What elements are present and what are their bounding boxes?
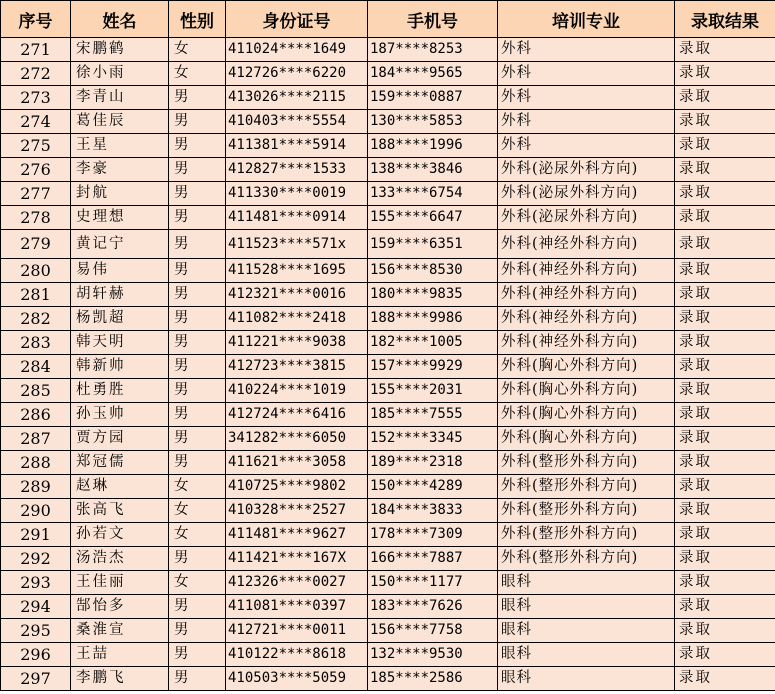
cell-phone: 182****1005: [368, 331, 498, 355]
cell-major: 外科(神经外科方向): [498, 307, 675, 331]
cell-no: 286: [1, 403, 71, 427]
cell-major: 眼科: [498, 595, 675, 619]
table-row: [1, 547, 775, 571]
cell-phone: 188****1996: [368, 134, 498, 158]
cell-result: 录取: [675, 62, 775, 86]
table-row: [1, 110, 775, 134]
header-result: 录取结果: [675, 1, 775, 38]
cell-no: 276: [1, 158, 71, 182]
cell-result: 录取: [675, 523, 775, 547]
cell-result: 录取: [675, 499, 775, 523]
cell-result: 录取: [675, 355, 775, 379]
cell-result: 录取: [675, 571, 775, 595]
table-row: [1, 182, 775, 206]
cell-phone: 184****3833: [368, 499, 498, 523]
cell-no: 297: [1, 667, 71, 691]
table-row: [1, 667, 775, 691]
cell-id-number: 411528****1695: [226, 259, 368, 283]
cell-phone: 155****6647: [368, 206, 498, 230]
table-row: [1, 499, 775, 523]
cell-major: 外科(胸心外科方向): [498, 355, 675, 379]
cell-id-number: 413026****2115: [226, 86, 368, 110]
cell-name: 贾方园: [71, 427, 169, 451]
cell-phone: 185****2586: [368, 667, 498, 691]
cell-no: 289: [1, 475, 71, 499]
cell-id-number: 411523****571x: [226, 230, 368, 259]
cell-sex: 男: [169, 595, 226, 619]
cell-major: 外科(神经外科方向): [498, 283, 675, 307]
cell-major: 外科(胸心外科方向): [498, 427, 675, 451]
cell-name: 杨凯超: [71, 307, 169, 331]
cell-major: 外科(泌尿外科方向): [498, 206, 675, 230]
table-row: [1, 259, 775, 283]
table-row: [1, 379, 775, 403]
cell-major: 外科(神经外科方向): [498, 259, 675, 283]
cell-phone: 133****6754: [368, 182, 498, 206]
cell-sex: 女: [169, 571, 226, 595]
cell-sex: 女: [169, 523, 226, 547]
header-name: 姓名: [71, 1, 169, 38]
table-row: [1, 331, 775, 355]
cell-sex: 女: [169, 499, 226, 523]
cell-name: 李鹏飞: [71, 667, 169, 691]
cell-result: 录取: [675, 403, 775, 427]
cell-sex: 女: [169, 62, 226, 86]
cell-name: 李青山: [71, 86, 169, 110]
cell-major: 外科(神经外科方向): [498, 230, 675, 259]
cell-major: 外科(泌尿外科方向): [498, 158, 675, 182]
cell-sex: 男: [169, 403, 226, 427]
table-row: [1, 427, 775, 451]
cell-major: 眼科: [498, 619, 675, 643]
cell-result: 录取: [675, 427, 775, 451]
cell-sex: 男: [169, 283, 226, 307]
cell-phone: 150****1177: [368, 571, 498, 595]
cell-id-number: 411024****1649: [226, 38, 368, 62]
cell-phone: 156****8530: [368, 259, 498, 283]
cell-major: 外科(整形外科方向): [498, 475, 675, 499]
cell-id-number: 411082****2418: [226, 307, 368, 331]
cell-sex: 男: [169, 86, 226, 110]
cell-no: 288: [1, 451, 71, 475]
table-body: [1, 38, 775, 691]
cell-no: 284: [1, 355, 71, 379]
table-row: [1, 283, 775, 307]
cell-no: 293: [1, 571, 71, 595]
cell-major: 外科: [498, 86, 675, 110]
table-row: [1, 451, 775, 475]
cell-name: 桑淮宣: [71, 619, 169, 643]
table-row: [1, 230, 775, 259]
cell-name: 郑冠儒: [71, 451, 169, 475]
cell-no: 272: [1, 62, 71, 86]
cell-phone: 152****3345: [368, 427, 498, 451]
table-row: [1, 475, 775, 499]
cell-phone: 138****3846: [368, 158, 498, 182]
table-row: [1, 523, 775, 547]
cell-name: 张高飞: [71, 499, 169, 523]
cell-result: 录取: [675, 182, 775, 206]
cell-id-number: 411081****0397: [226, 595, 368, 619]
cell-sex: 男: [169, 451, 226, 475]
cell-no: 281: [1, 283, 71, 307]
cell-sex: 男: [169, 182, 226, 206]
cell-phone: 188****9986: [368, 307, 498, 331]
cell-id-number: 411330****0019: [226, 182, 368, 206]
cell-id-number: 410224****1019: [226, 379, 368, 403]
cell-no: 295: [1, 619, 71, 643]
cell-no: 292: [1, 547, 71, 571]
cell-no: 271: [1, 38, 71, 62]
cell-phone: 184****9565: [368, 62, 498, 86]
cell-sex: 男: [169, 547, 226, 571]
cell-major: 外科(整形外科方向): [498, 547, 675, 571]
cell-phone: 185****7555: [368, 403, 498, 427]
cell-name: 王星: [71, 134, 169, 158]
cell-major: 外科(神经外科方向): [498, 331, 675, 355]
cell-result: 录取: [675, 86, 775, 110]
cell-sex: 男: [169, 667, 226, 691]
cell-major: 外科(整形外科方向): [498, 523, 675, 547]
cell-result: 录取: [675, 158, 775, 182]
cell-sex: 男: [169, 619, 226, 643]
header-no: 序号: [1, 1, 71, 38]
cell-no: 291: [1, 523, 71, 547]
cell-name: 徐小雨: [71, 62, 169, 86]
cell-sex: 男: [169, 259, 226, 283]
cell-name: 孙玉帅: [71, 403, 169, 427]
cell-no: 274: [1, 110, 71, 134]
cell-sex: 男: [169, 379, 226, 403]
header-sex: 性别: [169, 1, 226, 38]
cell-sex: 男: [169, 643, 226, 667]
cell-no: 273: [1, 86, 71, 110]
cell-id-number: 412321****0016: [226, 283, 368, 307]
cell-result: 录取: [675, 283, 775, 307]
cell-result: 录取: [675, 475, 775, 499]
cell-major: 外科: [498, 38, 675, 62]
cell-major: 眼科: [498, 643, 675, 667]
cell-sex: 男: [169, 331, 226, 355]
cell-no: 278: [1, 206, 71, 230]
cell-sex: 男: [169, 427, 226, 451]
header-phone: 手机号: [368, 1, 498, 38]
table-row: [1, 355, 775, 379]
header-row: [1, 1, 775, 38]
cell-sex: 男: [169, 307, 226, 331]
header-major: 培训专业: [498, 1, 675, 38]
cell-id-number: 412721****0011: [226, 619, 368, 643]
cell-id-number: 412726****6220: [226, 62, 368, 86]
cell-phone: 178****7309: [368, 523, 498, 547]
cell-result: 录取: [675, 307, 775, 331]
cell-major: 外科(整形外科方向): [498, 499, 675, 523]
cell-id-number: 411481****0914: [226, 206, 368, 230]
cell-major: 外科(整形外科方向): [498, 451, 675, 475]
cell-sex: 女: [169, 38, 226, 62]
cell-result: 录取: [675, 134, 775, 158]
cell-result: 录取: [675, 38, 775, 62]
cell-name: 黄记宁: [71, 230, 169, 259]
cell-major: 眼科: [498, 571, 675, 595]
table-row: [1, 307, 775, 331]
cell-no: 283: [1, 331, 71, 355]
cell-sex: 男: [169, 158, 226, 182]
cell-phone: 183****7626: [368, 595, 498, 619]
cell-major: 外科: [498, 134, 675, 158]
cell-result: 录取: [675, 643, 775, 667]
cell-id-number: 410403****5554: [226, 110, 368, 134]
cell-id-number: 410725****9802: [226, 475, 368, 499]
table-row: [1, 134, 775, 158]
cell-name: 汤浩杰: [71, 547, 169, 571]
cell-name: 郜怡多: [71, 595, 169, 619]
cell-id-number: 412827****1533: [226, 158, 368, 182]
cell-id-number: 410503****5059: [226, 667, 368, 691]
cell-id-number: 412326****0027: [226, 571, 368, 595]
cell-major: 外科(胸心外科方向): [498, 403, 675, 427]
cell-sex: 男: [169, 355, 226, 379]
cell-result: 录取: [675, 110, 775, 134]
cell-name: 葛佳辰: [71, 110, 169, 134]
cell-result: 录取: [675, 667, 775, 691]
table-row: [1, 62, 775, 86]
cell-no: 279: [1, 230, 71, 259]
cell-phone: 189****2318: [368, 451, 498, 475]
cell-name: 胡轩赫: [71, 283, 169, 307]
cell-name: 王喆: [71, 643, 169, 667]
cell-no: 275: [1, 134, 71, 158]
cell-phone: 166****7887: [368, 547, 498, 571]
table-row: [1, 403, 775, 427]
cell-id-number: 411481****9627: [226, 523, 368, 547]
cell-major: 眼科: [498, 667, 675, 691]
cell-no: 287: [1, 427, 71, 451]
cell-no: 296: [1, 643, 71, 667]
cell-name: 封航: [71, 182, 169, 206]
cell-name: 韩天明: [71, 331, 169, 355]
cell-result: 录取: [675, 206, 775, 230]
cell-no: 280: [1, 259, 71, 283]
cell-name: 王佳丽: [71, 571, 169, 595]
cell-id-number: 411381****5914: [226, 134, 368, 158]
cell-phone: 130****5853: [368, 110, 498, 134]
cell-name: 杜勇胜: [71, 379, 169, 403]
cell-phone: 157****9929: [368, 355, 498, 379]
cell-id-number: 411221****9038: [226, 331, 368, 355]
cell-result: 录取: [675, 259, 775, 283]
table-row: [1, 158, 775, 182]
table-row: [1, 206, 775, 230]
cell-id-number: 410122****8618: [226, 643, 368, 667]
cell-sex: 男: [169, 134, 226, 158]
cell-no: 285: [1, 379, 71, 403]
cell-result: 录取: [675, 595, 775, 619]
cell-phone: 187****8253: [368, 38, 498, 62]
cell-major: 外科: [498, 110, 675, 134]
cell-no: 277: [1, 182, 71, 206]
cell-phone: 150****4289: [368, 475, 498, 499]
cell-no: 282: [1, 307, 71, 331]
cell-id-number: 341282****6050: [226, 427, 368, 451]
cell-sex: 男: [169, 230, 226, 259]
cell-phone: 159****6351: [368, 230, 498, 259]
cell-major: 外科(胸心外科方向): [498, 379, 675, 403]
table-row: [1, 38, 775, 62]
table-row: [1, 643, 775, 667]
cell-name: 史理想: [71, 206, 169, 230]
header-id: 身份证号: [226, 1, 368, 38]
cell-no: 294: [1, 595, 71, 619]
cell-id-number: 410328****2527: [226, 499, 368, 523]
cell-name: 赵琳: [71, 475, 169, 499]
cell-name: 韩新帅: [71, 355, 169, 379]
table-row: [1, 619, 775, 643]
cell-name: 孙若文: [71, 523, 169, 547]
cell-result: 录取: [675, 379, 775, 403]
cell-result: 录取: [675, 230, 775, 259]
table-row: [1, 86, 775, 110]
cell-phone: 180****9835: [368, 283, 498, 307]
cell-id-number: 411421****167X: [226, 547, 368, 571]
cell-id-number: 411621****3058: [226, 451, 368, 475]
cell-result: 录取: [675, 331, 775, 355]
cell-name: 宋鹏鹤: [71, 38, 169, 62]
cell-id-number: 412723****3815: [226, 355, 368, 379]
cell-major: 外科: [498, 62, 675, 86]
cell-result: 录取: [675, 451, 775, 475]
cell-phone: 132****9530: [368, 643, 498, 667]
cell-no: 290: [1, 499, 71, 523]
cell-sex: 男: [169, 110, 226, 134]
table-row: [1, 595, 775, 619]
cell-result: 录取: [675, 619, 775, 643]
cell-result: 录取: [675, 547, 775, 571]
cell-phone: 156****7758: [368, 619, 498, 643]
cell-major: 外科(泌尿外科方向): [498, 182, 675, 206]
cell-phone: 159****0887: [368, 86, 498, 110]
cell-phone: 155****2031: [368, 379, 498, 403]
cell-name: 李豪: [71, 158, 169, 182]
cell-sex: 男: [169, 206, 226, 230]
cell-name: 易伟: [71, 259, 169, 283]
cell-sex: 女: [169, 475, 226, 499]
cell-id-number: 412724****6416: [226, 403, 368, 427]
table-row: [1, 571, 775, 595]
